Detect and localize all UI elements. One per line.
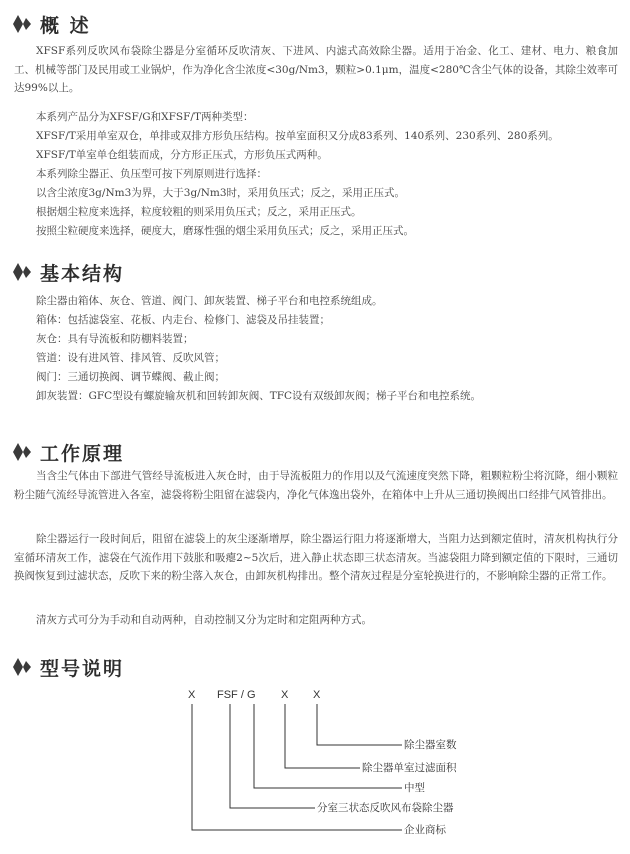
model-code-fsf-g: FSF / G bbox=[217, 689, 256, 701]
principle-paragraph: 当含尘气体由下部进气管经导流板进入灰仓时，由于导流板阻力的作用以及气流速度突然下降，粗颗粒粉尘将沉降，细小颗粒粉尘随气流经导流管进入各室，滤袋将粉尘阻留在滤袋内，净化气体逸出袋外，在箱体中上升从三通切换阀出口经排气风管排出。 bbox=[14, 470, 618, 501]
structure-line: 灰仓：具有导流板和防棚料装置； bbox=[36, 333, 194, 345]
line-room-count bbox=[317, 704, 402, 745]
model-title: 型号说明 bbox=[40, 657, 125, 680]
label-filter-area: 除尘器单室过滤面积 bbox=[362, 762, 457, 774]
structure-line: 管道：设有进风管、排风管、反吹风管； bbox=[36, 352, 225, 364]
overview-line: 本系列产品分为XFSF/G和XFSF/T两种类型： bbox=[36, 111, 254, 123]
label-three-state: 分室三状态反吹风布袋除尘器 bbox=[317, 802, 454, 814]
overview-line: XFSF/T单室单仓组装而成，分方形正压式，方形负压式两种。 bbox=[36, 149, 328, 161]
structure-line: 阀门：三通切换阀、调节蝶阀、截止阀； bbox=[36, 371, 225, 383]
overview-paragraph: XFSF系列反吹风布袋除尘器是分室循环反吹清灰、下进风、内滤式高效除尘器。适用于冶金、化工、建材、电力、粮食加工、机械等部门及民用或工业锅炉，作为净化含尘浓度<30g/Nm3，颗粒>0.1μm，温度<280℃含尘气体的设备，其除尘效率可达99%以上。 bbox=[14, 45, 618, 94]
structure-line: 箱体：包括滤袋室、花板、内走台、检修门、滤袋及吊挂装置； bbox=[36, 314, 330, 326]
label-room-count: 除尘器室数 bbox=[404, 739, 457, 751]
model-code-x1: X bbox=[188, 689, 196, 701]
principle-paragraph: 除尘器运行一段时间后，阻留在滤袋上的灰尘逐渐增厚，除尘器运行阻力将逐渐增大，当阻力达到额定值时，清灰机构执行分室循环清灰工作，滤袋在气流作用下鼓胀和吸瘪2~5次后，进入静止状态即三状态清灰。当滤袋阻力降到额定值的下限时，三通切换阀恢复到过滤状态，反吹下来的粉尘落入灰仓，由卸灰机构排出。整个清灰过程是分室轮换进行的，不影响除尘器的正常工作。 bbox=[14, 533, 618, 582]
overview-title: 概 述 bbox=[40, 14, 91, 37]
structure-line: 除尘器由箱体、灰仓、管道、阀门、卸灰装置、梯子平台和电控系统组成。 bbox=[36, 295, 383, 307]
structure-line: 卸灰装置：GFC型设有螺旋输灰机和回转卸灰阀、TFC设有双级卸灰阀；梯子平台和电控系统。 bbox=[36, 390, 482, 402]
model-code-x2: X bbox=[281, 689, 289, 701]
overview-line: 按照尘粒硬度来选择，硬度大，磨琢性强的烟尘采用负压式；反之，采用正压式。 bbox=[36, 225, 414, 237]
principle-title: 工作原理 bbox=[40, 442, 125, 465]
overview-line: 根据烟尘粒度来选择，粒度较粗的则采用负压式；反之，采用正压式。 bbox=[36, 206, 362, 218]
label-medium: 中型 bbox=[404, 782, 425, 794]
principle-paragraph: 清灰方式可分为手动和自动两种，自动控制又分为定时和定阻两种方式。 bbox=[36, 614, 372, 626]
overview-line: XFSF/T采用单室双仓，单排或双排方形负压结构。按单室面积又分成83系列、140系列、230系列、280系列。 bbox=[36, 130, 559, 142]
line-three-state bbox=[230, 704, 315, 808]
line-filter-area bbox=[285, 704, 360, 768]
overview-line: 本系列除尘器正、负压型可按下列原则进行选择： bbox=[36, 168, 267, 180]
overview-line: 以含尘浓度3g/Nm3为界，大于3g/Nm3时，采用负压式；反之，采用正压式。 bbox=[36, 187, 406, 199]
structure-title: 基本结构 bbox=[40, 262, 125, 285]
model-code-x3: X bbox=[313, 689, 321, 701]
label-trademark: 企业商标 bbox=[404, 824, 446, 836]
line-medium bbox=[254, 704, 402, 788]
